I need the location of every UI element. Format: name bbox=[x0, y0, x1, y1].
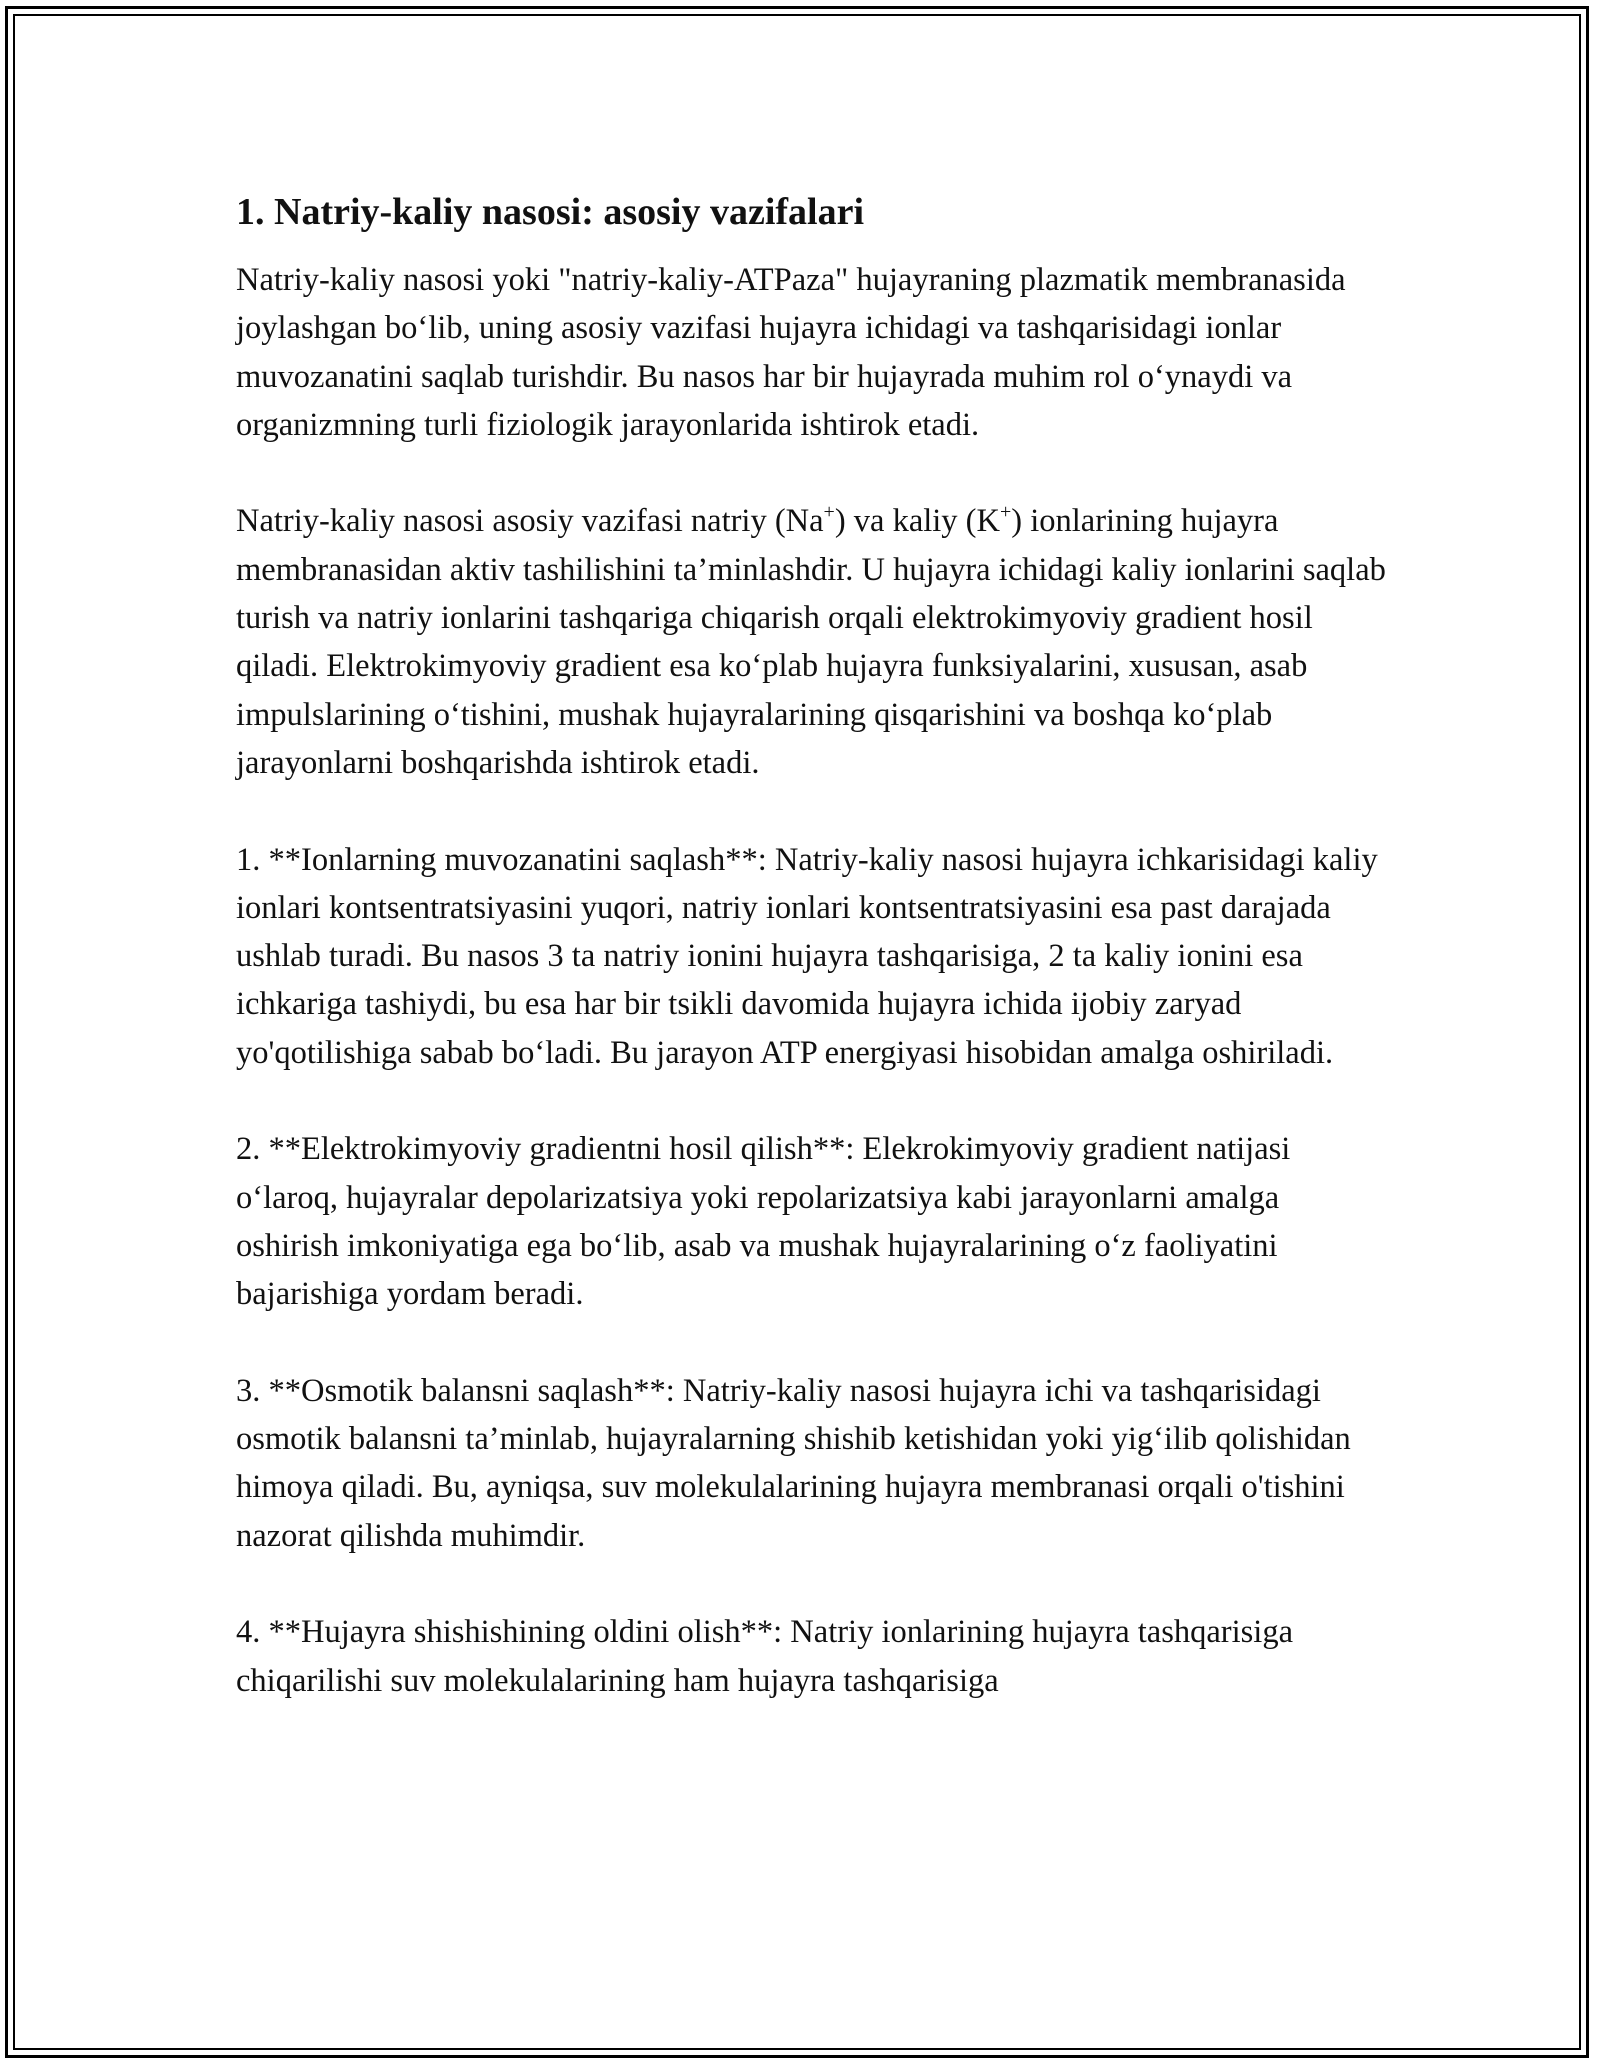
list-item-gradient: 2. **Elektrokimyoviy gradientni hosil qilish**: Elekrokimyoviy gradient natijasi o‘laroq, hujayralar depolarizatsiya yoki repolarizatsiya kabi jarayonlarni amalga oshirish imkoniyatiga ega bo‘lib, asab va mushak hujayralarining o‘z faoliyatini bajarishiga yordam beradi. bbox=[236, 1131, 1291, 1313]
intro-paragraph: Natriy-kaliy nasosi yoki "natriy-kaliy-ATPaza" hujayraning plazmatik membranasida joylashgan bo‘lib, uning asosiy vazifasi hujayra ichidagi va tashqarisidagi ionlar muvozanatini saqlab turishdir. Bu nasos har bir hujayrada muhim rol o‘ynaydi va organizmning turli fiziologik jarayonlarida ishtirok etadi. bbox=[236, 262, 1346, 443]
function-paragraph bbox=[236, 497, 1386, 787]
function-paragraph-text-c: ) ionlarining hujayra membranasidan aktiv tashilishini ta’minlashdir. U hujayra ichidagi kaliy ionlarini saqlab turish va natriy ionlarini tashqariga chiqarish orqali elektrokimyoviy gradient hosil qiladi. Elektrokimyoviy gradient esa ko‘plab hujayra funksiyalarini, xususan, asab impulslarining o‘tishini, mushak hujayralarining qisqarishini va boshqa ko‘plab jarayonlarni boshqarishda ishtirok etadi. bbox=[236, 503, 1386, 781]
document-body bbox=[236, 186, 1386, 1753]
potassium-charge-superscript: + bbox=[999, 500, 1012, 523]
list-item-swelling-prevention: 4. **Hujayra shishishining oldini olish**: Natriy ionlarining hujayra tashqarisiga chiqarilishi suv molekulalarining ham hujayra tashqarisiga bbox=[236, 1614, 1294, 1699]
section-heading: 1. Natriy-kaliy nasosi: asosiy vazifalari bbox=[236, 191, 865, 233]
function-paragraph-text-a: Natriy-kaliy nasosi asosiy vazifasi natriy (Na bbox=[236, 503, 824, 540]
list-item-osmotic-balance: 3. **Osmotik balansni saqlash**: Natriy-kaliy nasosi hujayra ichi va tashqarisidagi osmotik balansni ta’minlab, hujayralarning shishib ketishidan yoki yig‘ilib qolishidan himoya qiladi. Bu, ayniqsa, suv molekulalarining hujayra membranasi orqali o'tishini nazorat qilishda muhimdir. bbox=[236, 1372, 1351, 1554]
list-item-ion-balance: 1. **Ionlarning muvozanatini saqlash**: Natriy-kaliy nasosi hujayra ichkarisidagi kaliy ionlari kontsentratsiyasini yuqori, natriy ionlari kontsentratsiyasini esa past darajada ushlab turadi. Bu nasos 3 ta natriy ionini hujayra tashqarisiga, 2 ta kaliy ionini esa ichkariga tashiydi, bu esa har bir tsikli davomida hujayra ichida ijobiy zaryad yo'qotilishiga sabab bo‘ladi. Bu jarayon ATP energiyasi hisobidan amalga oshiriladi. bbox=[236, 841, 1378, 1071]
sodium-charge-superscript: + bbox=[823, 500, 835, 523]
function-paragraph-text-b: ) va kaliy (K bbox=[834, 503, 1000, 540]
